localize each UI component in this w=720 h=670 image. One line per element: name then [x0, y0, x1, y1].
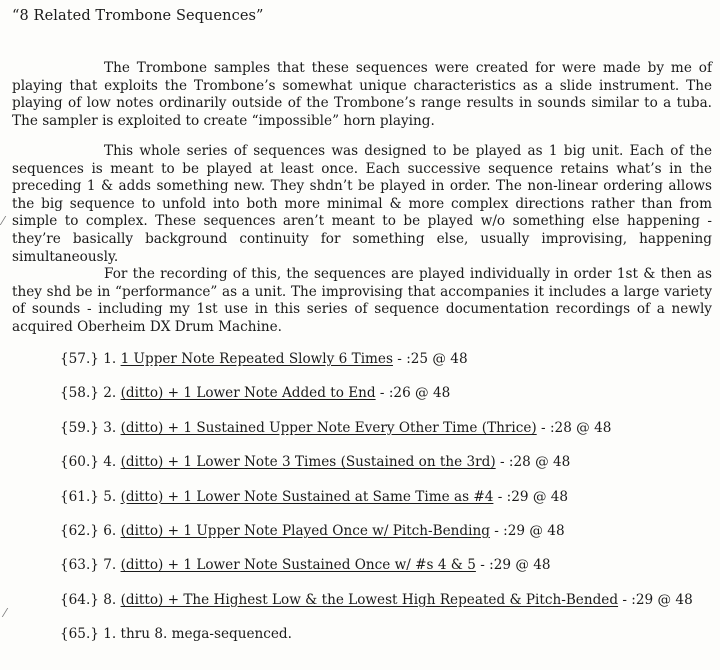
- sequence-number: 1.: [103, 351, 117, 367]
- sequence-timing: - :26 @ 48: [379, 385, 451, 402]
- sequence-code: {62.}: [60, 522, 99, 539]
- sequence-number: 2.: [103, 385, 117, 402]
- sequence-code: {57.}: [60, 351, 99, 367]
- sequence-description: mega-sequenced.: [171, 626, 292, 643]
- list-item: [60, 349, 715, 383]
- list-item: [60, 624, 715, 658]
- paragraph-text: This whole series of sequences was designed to be played as 1 big unit. Each of the sequences is meant to be played at least once. Each successive sequence retains what’s in the preceding 1 & adds something new. They shdn’t be played in order. The non-linear ordering allows the big sequence to unfold into both more minimal & more complex directions rather than from simple to complex. These sequences aren’t meant to be played w/o something else happening - they’re basically background continuity for something else, usually improvising, happening simultaneously.: [12, 143, 712, 265]
- sequence-number: 6.: [103, 522, 117, 539]
- list-item: [60, 487, 715, 521]
- sequence-number: 4.: [103, 454, 117, 471]
- sequence-code: {58.}: [60, 385, 99, 402]
- sequence-number: 5.: [103, 488, 117, 505]
- margin-pen-mark: ⁄: [2, 214, 5, 228]
- list-item: [60, 383, 715, 417]
- sequence-code: {63.}: [60, 557, 99, 574]
- sequence-description: (ditto) + 1 Lower Note 3 Times (Sustained on the 3rd): [120, 454, 496, 471]
- sequence-description: (ditto) + The Highest Low & the Lowest High Repeated & Pitch-Bended: [120, 591, 619, 608]
- paragraph-text: For the recording of this, the sequences are played individually in order 1st & then as they shd be in “performance” as a unit. The improvising that accompanies it includes a large variety of sounds - including my 1st use in this series of sequence documentation recordings of a newly acquired Oberheim DX Drum Machine.: [12, 266, 712, 335]
- sequence-list: [60, 349, 715, 659]
- sequence-code: {60.}: [60, 454, 99, 471]
- sequence-code: {59.}: [60, 419, 99, 436]
- margin-pen-mark: ⁄: [4, 606, 7, 620]
- sequence-number: 3.: [103, 419, 117, 436]
- sequence-description: (ditto) + 1 Lower Note Added to End: [120, 385, 376, 402]
- sequence-number: 1. thru 8.: [103, 626, 168, 643]
- sequence-timing: - :28 @ 48: [541, 419, 612, 436]
- sequence-timing: - :28 @ 48: [499, 454, 571, 471]
- sequence-timing: - :29 @ 48: [497, 488, 569, 505]
- paragraph-recording: [12, 266, 712, 336]
- sequence-code: {64.}: [60, 591, 99, 608]
- sequence-timing: - :25 @ 48: [397, 351, 468, 367]
- sequence-code: {65.}: [60, 626, 99, 643]
- sequence-timing: - :29 @ 48: [480, 557, 551, 574]
- list-item: [60, 590, 715, 624]
- sequence-timing: - :29 @ 48: [494, 522, 565, 539]
- list-item: [60, 452, 715, 486]
- sequence-timing: - :29 @ 48: [622, 591, 693, 608]
- sequence-description: (ditto) + 1 Lower Note Sustained at Same Time as #4: [120, 488, 494, 505]
- list-item: [60, 418, 715, 452]
- sequence-number: 8.: [103, 591, 117, 608]
- paragraph-text: The Trombone samples that these sequences were created for were made by me of playing that exploits the Trombone’s somewhat unique characteristics as a slide instrument. The playing of low notes ordinarily outside of the Trombone’s range results in sounds similar to a tuba. The sampler is exploited to create “impossible” horn playing.: [12, 60, 712, 129]
- document-title: “8 Related Trombone Sequences”: [12, 8, 264, 24]
- sequence-number: 7.: [103, 557, 117, 574]
- sequence-code: {61.}: [60, 488, 99, 505]
- list-item: [60, 555, 715, 589]
- list-item: [60, 521, 715, 555]
- paragraph-intro: [12, 60, 712, 130]
- sequence-description: (ditto) + 1 Lower Note Sustained Once w/ #s 4 & 5: [120, 557, 476, 574]
- paragraph-design: [12, 143, 712, 266]
- sequence-description: 1 Upper Note Repeated Slowly 6 Times: [120, 351, 393, 367]
- sequence-description: (ditto) + 1 Sustained Upper Note Every Other Time (Thrice): [120, 419, 537, 436]
- sequence-description: (ditto) + 1 Upper Note Played Once w/ Pitch-Bending: [120, 522, 490, 539]
